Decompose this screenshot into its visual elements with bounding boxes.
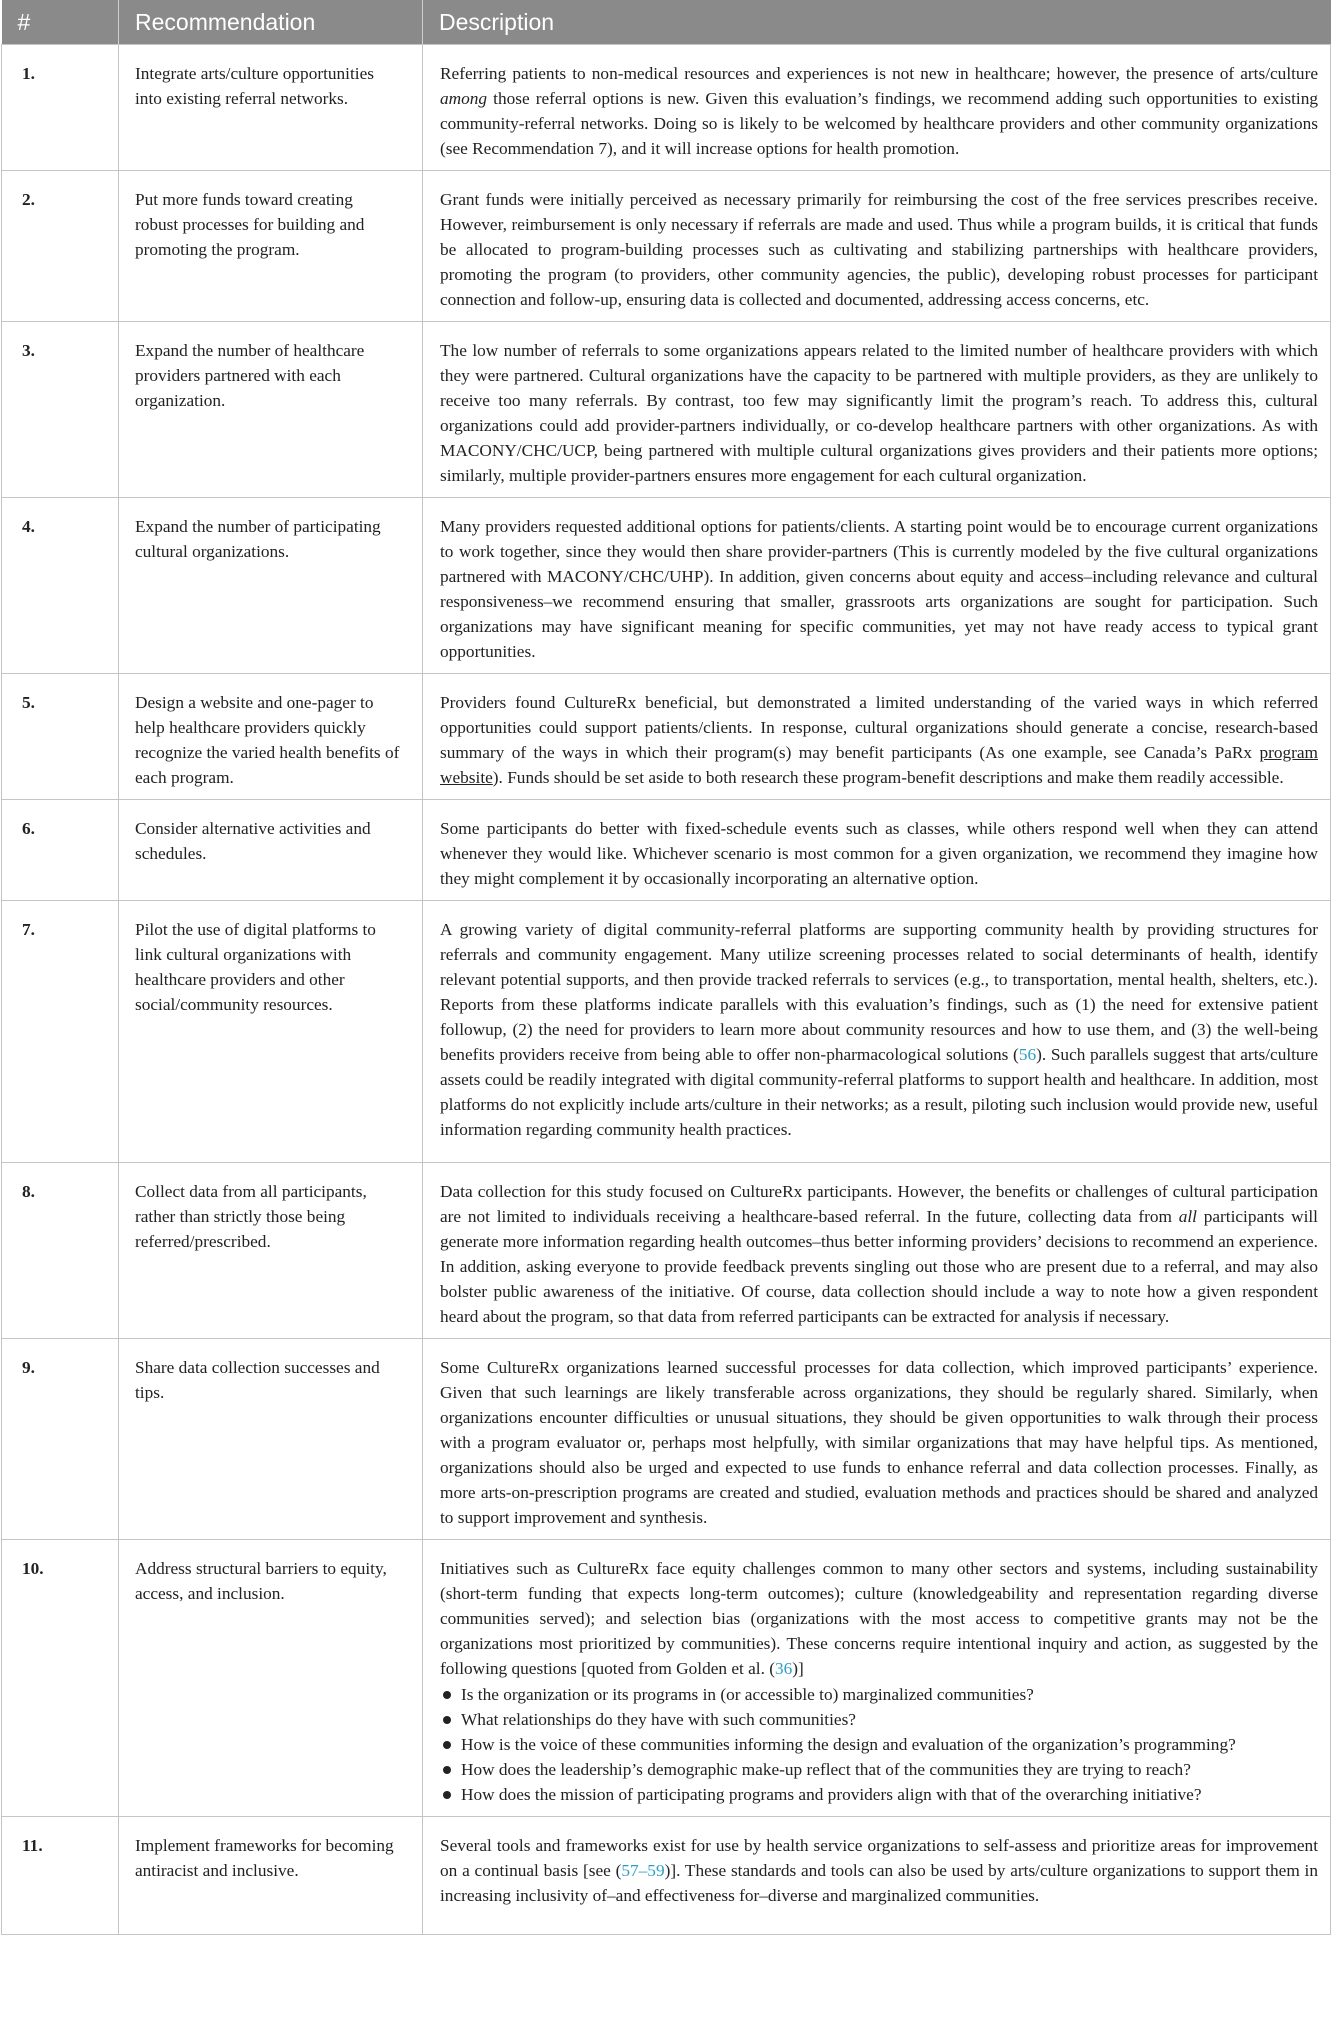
description: A growing variety of digital community-referral platforms are supporting community health by providing structures for referrals and community engagement. Many utilize screening processes related to social determinants of health, identify relevant potential supports, and then provide tracked referrals to services (e.g., to transportation, mental health, shelters, etc.). Reports from these platforms indicate parallels with this evaluation’s findings, such as (1) the need for extensive patient followup, (2) the need for providers to learn more about community resources and how to use them, and (3) the well-being benefits providers receive from being able to offer non-pharmacological solutions (56). Such parallels suggest that arts/culture assets could be readily integrated with digital community-referral platforms to support health and healthcare. In addition, most platforms do not explicitly include arts/culture in their networks; as a result, piloting such inclusion would provide new, useful information regarding community health practices.: [423, 901, 1331, 1163]
recommendation-title: Integrate arts/culture opportunities into existing referral networks.: [119, 45, 423, 171]
list-item: How is the voice of these communities informing the design and evaluation of the organization’s programming?: [440, 1732, 1318, 1757]
bullet-icon: [443, 1716, 451, 1724]
description: Many providers requested additional options for patients/clients. A starting point would be to encourage current organizations to work together, since they would then share provider-partners (This is currently modeled by the five cultural organizations partnered with MACONY/CHC/UHP). In addition, given concerns about equity and access–including relevance and cultural responsiveness–we recommend ensuring that smaller, grassroots arts organizations are sought for participation. Such organizations may have significant meaning for specific communities, yet may not have ready access to typical grant opportunities.: [423, 498, 1331, 674]
recommendation-title: Expand the number of healthcare providers partnered with each organization.: [119, 322, 423, 498]
row-number: 8.: [2, 1163, 119, 1339]
recommendations-table: [1, 0, 1331, 1935]
table-row: [2, 322, 1331, 498]
row-number: 6.: [2, 800, 119, 901]
recommendation-title: Put more funds toward creating robust processes for building and promoting the program.: [119, 171, 423, 322]
recommendation-title: Share data collection successes and tips.: [119, 1339, 423, 1540]
row-number: 5.: [2, 674, 119, 800]
list-item: What relationships do they have with such communities?: [440, 1707, 1318, 1732]
bullet-icon: [443, 1766, 451, 1774]
table-row: [2, 901, 1331, 1163]
description: Providers found CultureRx beneficial, but demonstrated a limited understanding of the varied ways in which referred opportunities could support patients/clients. In response, cultural organizations should generate a concise, research-based summary of the ways in which their program(s) may benefit participants (As one example, see Canada’s PaRx program website). Funds should be set aside to both research these program-benefit descriptions and make them readily accessible.: [423, 674, 1331, 800]
row-number: 7.: [2, 901, 119, 1163]
table-row: [2, 1817, 1331, 1935]
recommendation-title: Expand the number of participating cultural organizations.: [119, 498, 423, 674]
bullet-icon: [443, 1741, 451, 1749]
row-number: 10.: [2, 1540, 119, 1817]
table-row: [2, 171, 1331, 322]
table-row: [2, 1163, 1331, 1339]
row-number: 11.: [2, 1817, 119, 1935]
bullet-icon: [443, 1791, 451, 1799]
table-row: [2, 498, 1331, 674]
header-number: #: [2, 0, 119, 45]
header-recommendation: Recommendation: [119, 0, 423, 45]
table-row: [2, 674, 1331, 800]
header-description: Description: [423, 0, 1331, 45]
table-row: [2, 1339, 1331, 1540]
description: Some participants do better with fixed-schedule events such as classes, while others respond well when they can attend whenever they would like. Whichever scenario is most common for a given organization, we recommend they imagine how they might complement it by occasionally incorporating an alternative option.: [423, 800, 1331, 901]
table-header: [2, 0, 1331, 45]
description: Data collection for this study focused on CultureRx participants. However, the benefits or challenges of cultural participation are not limited to individuals receiving a healthcare-based referral. In the future, collecting data from all participants will generate more information regarding health outcomes–thus better informing providers’ decisions to recommend an experience. In addition, asking everyone to provide feedback prevents singling out those who are present due to a referral, and may also bolster public awareness of the initiative. Of course, data collection should include a way to note how a given respondent heard about the program, so that data from referred participants can be extracted for analysis if necessary.: [423, 1163, 1331, 1339]
bullet-icon: [443, 1691, 451, 1699]
recommendation-title: Address structural barriers to equity, access, and inclusion.: [119, 1540, 423, 1817]
description: Some CultureRx organizations learned successful processes for data collection, which improved participants’ experience. Given that such learnings are likely transferable across organizations, they should be regularly shared. Similarly, when organizations encounter difficulties or unusual situations, they should be given opportunities to walk through their process with a program evaluator or, perhaps most helpfully, with similar organizations that may have helpful tips. As mentioned, organizations should also be urged and expected to use funds to enhance referral and data collection processes. Finally, as more arts-on-prescription programs are created and studied, evaluation methods and practices should be shared and analyzed to support improvement and synthesis.: [423, 1339, 1331, 1540]
question-list: [440, 1682, 1318, 1807]
recommendation-title: Collect data from all participants, rather than strictly those being referred/prescribed.: [119, 1163, 423, 1339]
recommendation-title: Implement frameworks for becoming antiracist and inclusive.: [119, 1817, 423, 1935]
description: Several tools and frameworks exist for use by health service organizations to self-assess and prioritize areas for improvement on a continual basis [see (57–59)]. These standards and tools can also be used by arts/culture organizations to support them in increasing inclusivity of–and effectiveness for–diverse and marginalized communities.: [423, 1817, 1331, 1935]
row-number: 9.: [2, 1339, 119, 1540]
row-number: 3.: [2, 322, 119, 498]
recommendation-title: Consider alternative activities and schedules.: [119, 800, 423, 901]
recommendation-title: Pilot the use of digital platforms to link cultural organizations with healthcare providers and other social/community resources.: [119, 901, 423, 1163]
recommendation-title: Design a website and one-pager to help healthcare providers quickly recognize the varied health benefits of each program.: [119, 674, 423, 800]
program-website-link[interactable]: program website: [440, 743, 1318, 787]
list-item: How does the leadership’s demographic make-up reflect that of the communities they are trying to reach?: [440, 1757, 1318, 1782]
table-row: [2, 45, 1331, 171]
citation-link[interactable]: 36: [775, 1659, 793, 1678]
description: Initiatives such as CultureRx face equity challenges common to many other sectors and systems, including sustainability (short-term funding that expects long-term outcomes); culture (knowledgeability and representation regarding diverse communities served); and selection bias (organizations with the most access to competitive grants may not be the organizations most prioritized by communities). These concerns require intentional inquiry and action, as suggested by the following questions [quoted from Golden et al. (36)] Is the organization or its programs in (or accessible to) marginalized communities? What relationships do they have with such communities? How is the voice of these communities informing the design and evaluation of the organization’s programming? How does the leadership’s demographic make-up reflect that of the communities they are trying to reach? How does the mission of participating programs and providers align with that of the overarching initiative?: [423, 1540, 1331, 1817]
description: Grant funds were initially perceived as necessary primarily for reimbursing the cost of the free services prescribes receive. However, reimbursement is only necessary if referrals are made and used. Thus while a program builds, it is critical that funds be allocated to program-building processes such as cultivating and stabilizing partnerships with healthcare providers, promoting the program (to providers, other community agencies, the public), developing robust processes for participant connection and follow-up, ensuring data is collected and documented, addressing access concerns, etc.: [423, 171, 1331, 322]
row-number: 2.: [2, 171, 119, 322]
citation-link[interactable]: 56: [1018, 1045, 1037, 1064]
description: Referring patients to non-medical resources and experiences is not new in healthcare; however, the presence of arts/culture among those referral options is new. Given this evaluation’s findings, we recommend adding such opportunities to existing community-referral networks. Doing so is likely to be welcomed by healthcare providers and other community organizations (see Recommendation 7), and it will increase options for health promotion.: [423, 45, 1331, 171]
list-item: Is the organization or its programs in (or accessible to) marginalized communities?: [440, 1682, 1318, 1707]
list-item: How does the mission of participating programs and providers align with that of the overarching initiative?: [440, 1782, 1318, 1807]
table-row: [2, 1540, 1331, 1817]
table-row: [2, 800, 1331, 901]
row-number: 1.: [2, 45, 119, 171]
description: The low number of referrals to some organizations appears related to the limited number of healthcare providers with which they were partnered. Cultural organizations have the capacity to be partnered with multiple providers, as they are unlikely to receive too many referrals. By contrast, too few may significantly limit the program’s reach. To address this, cultural organizations could add provider-partners individually, or co-develop healthcare partners with other organizations. As with MACONY/CHC/UCP, being partnered with multiple cultural organizations gives providers and their patients more options; similarly, multiple provider-partners ensures more engagement for each cultural organization.: [423, 322, 1331, 498]
row-number: 4.: [2, 498, 119, 674]
citation-link[interactable]: 57–59: [621, 1861, 665, 1880]
